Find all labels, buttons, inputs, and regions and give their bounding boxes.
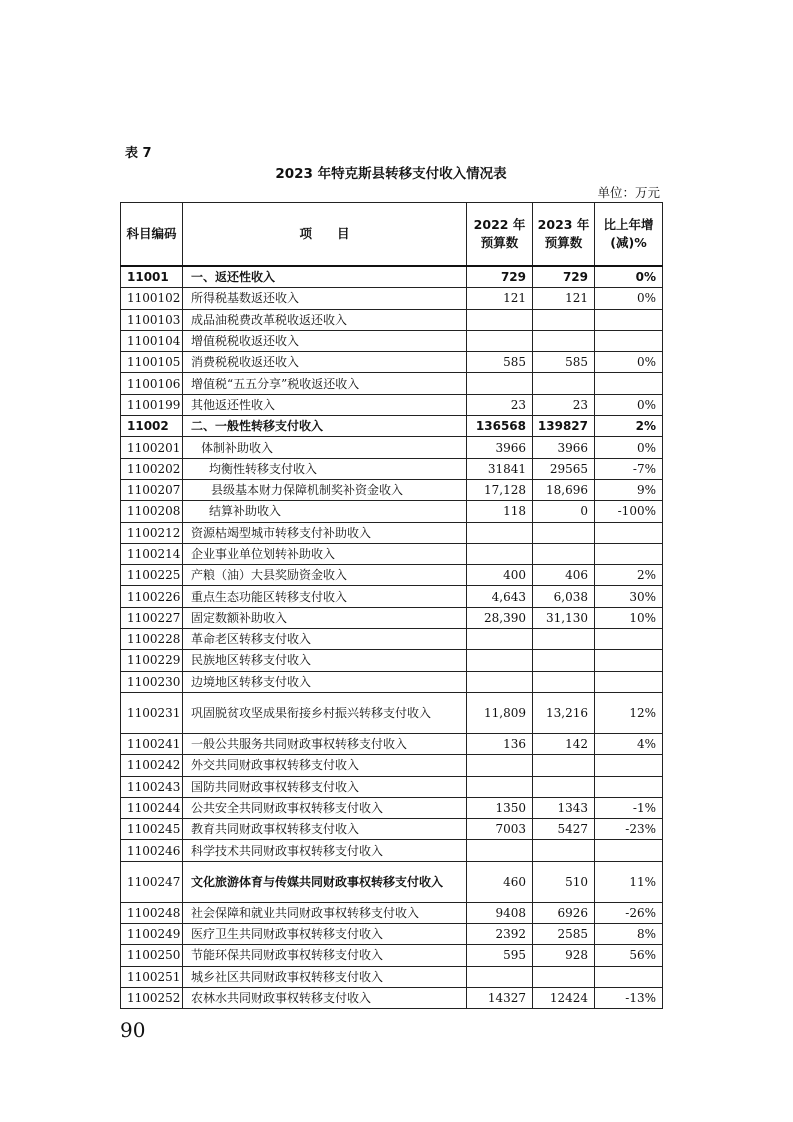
- table-label: 表 7: [125, 146, 152, 161]
- row-2023-value: [533, 543, 595, 564]
- table-header-row: [121, 203, 663, 267]
- row-2023-value: [533, 650, 595, 671]
- table-row: [121, 755, 663, 776]
- row-2023-value: 1343: [533, 797, 595, 818]
- row-item: 文化旅游体育与传媒共同财政事权转移支付收入: [183, 861, 467, 902]
- row-2022-value: [467, 522, 533, 543]
- row-code: 1100252: [121, 987, 183, 1008]
- row-2022-value: [467, 776, 533, 797]
- row-item: 节能环保共同财政事权转移支付收入: [183, 945, 467, 966]
- table-row: [121, 671, 663, 692]
- row-item: 企业事业单位划转补助收入: [183, 543, 467, 564]
- row-item: 资源枯竭型城市转移支付补助收入: [183, 522, 467, 543]
- header-item: 项 目: [183, 203, 467, 267]
- table-row: [121, 861, 663, 902]
- row-2023-value: 13,216: [533, 692, 595, 733]
- row-item: 所得税基数返还收入: [183, 288, 467, 309]
- row-2023-value: 23: [533, 394, 595, 415]
- row-item: 其他返还性收入: [183, 394, 467, 415]
- row-2022-value: [467, 966, 533, 987]
- row-2023-value: 142: [533, 733, 595, 754]
- row-code: 11001: [121, 266, 183, 288]
- row-code: 1100242: [121, 755, 183, 776]
- row-change-value: [595, 543, 663, 564]
- row-2022-value: 585: [467, 352, 533, 373]
- row-code: 1100244: [121, 797, 183, 818]
- table-row: [121, 394, 663, 415]
- row-code: 1100247: [121, 861, 183, 902]
- row-item: 结算补助收入: [183, 501, 467, 522]
- row-item: 增值税“五五分享”税收返还收入: [183, 373, 467, 394]
- row-change-value: [595, 309, 663, 330]
- row-item: 成品油税费改革税收返还收入: [183, 309, 467, 330]
- row-2022-value: 460: [467, 861, 533, 902]
- row-change-value: 2%: [595, 416, 663, 437]
- row-code: 1100202: [121, 458, 183, 479]
- row-change-value: [595, 840, 663, 861]
- row-item: 增值税税收返还收入: [183, 330, 467, 351]
- row-item: 均衡性转移支付收入: [183, 458, 467, 479]
- row-change-value: -23%: [595, 819, 663, 840]
- row-item: 体制补助收入: [183, 437, 467, 458]
- row-change-value: 0%: [595, 288, 663, 309]
- row-code: 1100243: [121, 776, 183, 797]
- row-item: 农林水共同财政事权转移支付收入: [183, 987, 467, 1008]
- row-2022-value: 28,390: [467, 607, 533, 628]
- row-code: 1100105: [121, 352, 183, 373]
- row-code: 1100207: [121, 479, 183, 500]
- row-2023-value: 3966: [533, 437, 595, 458]
- table-row: [121, 650, 663, 671]
- header-2023: 2023 年预算数: [533, 203, 595, 267]
- row-2022-value: 136: [467, 733, 533, 754]
- row-2022-value: [467, 840, 533, 861]
- row-change-value: -7%: [595, 458, 663, 479]
- table-row: [121, 352, 663, 373]
- row-item: 科学技术共同财政事权转移支付收入: [183, 840, 467, 861]
- table-row: [121, 565, 663, 586]
- row-change-value: [595, 671, 663, 692]
- row-item: 县级基本财力保障机制奖补资金收入: [183, 479, 467, 500]
- row-2022-value: [467, 543, 533, 564]
- table-row: [121, 840, 663, 861]
- row-item: 巩固脱贫攻坚成果衔接乡村振兴转移支付收入: [183, 692, 467, 733]
- table-row: [121, 586, 663, 607]
- row-2023-value: 121: [533, 288, 595, 309]
- row-item: 重点生态功能区转移支付收入: [183, 586, 467, 607]
- row-change-value: 0%: [595, 266, 663, 288]
- row-2023-value: [533, 629, 595, 650]
- row-code: 1100231: [121, 692, 183, 733]
- table-row: [121, 330, 663, 351]
- row-change-value: [595, 650, 663, 671]
- table-row: [121, 437, 663, 458]
- row-item: 革命老区转移支付收入: [183, 629, 467, 650]
- row-code: 1100249: [121, 924, 183, 945]
- row-code: 1100228: [121, 629, 183, 650]
- row-code: 1100226: [121, 586, 183, 607]
- row-2022-value: 2392: [467, 924, 533, 945]
- row-2023-value: 31,130: [533, 607, 595, 628]
- row-2023-value: 139827: [533, 416, 595, 437]
- table-row: [121, 607, 663, 628]
- row-2022-value: [467, 309, 533, 330]
- row-2023-value: [533, 373, 595, 394]
- row-item: 边境地区转移支付收入: [183, 671, 467, 692]
- row-2022-value: 23: [467, 394, 533, 415]
- row-change-value: [595, 330, 663, 351]
- row-item: 教育共同财政事权转移支付收入: [183, 819, 467, 840]
- row-change-value: -26%: [595, 902, 663, 923]
- row-2023-value: [533, 755, 595, 776]
- table-row: [121, 501, 663, 522]
- row-code: 1100212: [121, 522, 183, 543]
- table-row: [121, 458, 663, 479]
- row-code: 1100201: [121, 437, 183, 458]
- row-item: 社会保障和就业共同财政事权转移支付收入: [183, 902, 467, 923]
- row-change-value: 11%: [595, 861, 663, 902]
- row-code: 1100229: [121, 650, 183, 671]
- row-change-value: 9%: [595, 479, 663, 500]
- table-row: [121, 924, 663, 945]
- table-row: [121, 416, 663, 437]
- row-code: 1100103: [121, 309, 183, 330]
- row-2022-value: 118: [467, 501, 533, 522]
- row-item: 固定数额补助收入: [183, 607, 467, 628]
- row-change-value: 0%: [595, 394, 663, 415]
- row-2023-value: 2585: [533, 924, 595, 945]
- table-row: [121, 945, 663, 966]
- row-2023-value: 18,696: [533, 479, 595, 500]
- table-row: [121, 288, 663, 309]
- row-change-value: [595, 776, 663, 797]
- row-item: 公共安全共同财政事权转移支付收入: [183, 797, 467, 818]
- row-2023-value: [533, 309, 595, 330]
- row-2022-value: 31841: [467, 458, 533, 479]
- row-2023-value: 585: [533, 352, 595, 373]
- row-item: 消费税税收返还收入: [183, 352, 467, 373]
- row-item: 城乡社区共同财政事权转移支付收入: [183, 966, 467, 987]
- row-2022-value: 400: [467, 565, 533, 586]
- table-row: [121, 692, 663, 733]
- row-item: 医疗卫生共同财政事权转移支付收入: [183, 924, 467, 945]
- row-item: 产粮（油）大县奖励资金收入: [183, 565, 467, 586]
- row-code: 1100214: [121, 543, 183, 564]
- table-row: [121, 797, 663, 818]
- row-code: 1100225: [121, 565, 183, 586]
- row-code: 1100227: [121, 607, 183, 628]
- row-2022-value: 595: [467, 945, 533, 966]
- row-2022-value: 121: [467, 288, 533, 309]
- row-change-value: 0%: [595, 437, 663, 458]
- row-2022-value: [467, 373, 533, 394]
- row-change-value: 56%: [595, 945, 663, 966]
- row-2022-value: 4,643: [467, 586, 533, 607]
- row-2023-value: [533, 776, 595, 797]
- row-2022-value: 1350: [467, 797, 533, 818]
- page-title: 2023 年特克斯县转移支付收入情况表: [275, 166, 507, 182]
- row-2022-value: 9408: [467, 902, 533, 923]
- row-2023-value: 5427: [533, 819, 595, 840]
- row-2022-value: 136568: [467, 416, 533, 437]
- row-change-value: [595, 755, 663, 776]
- row-change-value: 2%: [595, 565, 663, 586]
- row-item: 民族地区转移支付收入: [183, 650, 467, 671]
- row-code: 1100104: [121, 330, 183, 351]
- row-code: 1100245: [121, 819, 183, 840]
- row-2023-value: 29565: [533, 458, 595, 479]
- table-row: [121, 522, 663, 543]
- row-change-value: 8%: [595, 924, 663, 945]
- table-row: [121, 987, 663, 1008]
- row-2023-value: 729: [533, 266, 595, 288]
- row-change-value: [595, 629, 663, 650]
- row-2023-value: [533, 522, 595, 543]
- table-row: [121, 629, 663, 650]
- table-row: [121, 902, 663, 923]
- row-change-value: 4%: [595, 733, 663, 754]
- row-2022-value: [467, 629, 533, 650]
- row-2022-value: 17,128: [467, 479, 533, 500]
- row-2022-value: 14327: [467, 987, 533, 1008]
- header-2022: 2022 年预算数: [467, 203, 533, 267]
- table-row: [121, 266, 663, 288]
- row-change-value: -100%: [595, 501, 663, 522]
- row-2023-value: 928: [533, 945, 595, 966]
- table-row: [121, 966, 663, 987]
- row-2022-value: [467, 330, 533, 351]
- row-2023-value: 406: [533, 565, 595, 586]
- row-code: 1100102: [121, 288, 183, 309]
- row-code: 1100230: [121, 671, 183, 692]
- row-2022-value: 11,809: [467, 692, 533, 733]
- row-2023-value: [533, 330, 595, 351]
- row-2022-value: [467, 671, 533, 692]
- row-item: 外交共同财政事权转移支付收入: [183, 755, 467, 776]
- header-code: 科目编码: [121, 203, 183, 267]
- row-item: 一、返还性收入: [183, 266, 467, 288]
- table-row: [121, 733, 663, 754]
- row-code: 1100106: [121, 373, 183, 394]
- row-item: 一般公共服务共同财政事权转移支付收入: [183, 733, 467, 754]
- row-change-value: [595, 373, 663, 394]
- row-item: 国防共同财政事权转移支付收入: [183, 776, 467, 797]
- row-2023-value: [533, 966, 595, 987]
- row-code: 1100241: [121, 733, 183, 754]
- row-2022-value: [467, 650, 533, 671]
- row-change-value: 0%: [595, 352, 663, 373]
- table-row: [121, 373, 663, 394]
- row-2023-value: [533, 840, 595, 861]
- row-2022-value: 3966: [467, 437, 533, 458]
- row-2022-value: 729: [467, 266, 533, 288]
- table-row: [121, 543, 663, 564]
- row-code: 1100248: [121, 902, 183, 923]
- row-code: 1100250: [121, 945, 183, 966]
- transfer-income-table: [120, 202, 663, 1009]
- row-change-value: [595, 966, 663, 987]
- row-2023-value: [533, 671, 595, 692]
- row-change-value: [595, 522, 663, 543]
- row-change-value: 10%: [595, 607, 663, 628]
- row-2023-value: 6,038: [533, 586, 595, 607]
- table-row: [121, 479, 663, 500]
- row-change-value: 12%: [595, 692, 663, 733]
- row-code: 1100246: [121, 840, 183, 861]
- row-code: 1100199: [121, 394, 183, 415]
- table-row: [121, 819, 663, 840]
- table-row: [121, 776, 663, 797]
- row-code: 1100208: [121, 501, 183, 522]
- header-change: 比上年增(减)%: [595, 203, 663, 267]
- unit-label: 单位：万元: [597, 185, 660, 200]
- row-2023-value: 510: [533, 861, 595, 902]
- row-2023-value: 6926: [533, 902, 595, 923]
- page-number: 90: [120, 1018, 146, 1042]
- row-change-value: 30%: [595, 586, 663, 607]
- row-2023-value: 0: [533, 501, 595, 522]
- row-2022-value: 7003: [467, 819, 533, 840]
- row-2023-value: 12424: [533, 987, 595, 1008]
- row-code: 11002: [121, 416, 183, 437]
- row-change-value: -13%: [595, 987, 663, 1008]
- row-code: 1100251: [121, 966, 183, 987]
- table-row: [121, 309, 663, 330]
- row-change-value: -1%: [595, 797, 663, 818]
- row-2022-value: [467, 755, 533, 776]
- row-item: 二、一般性转移支付收入: [183, 416, 467, 437]
